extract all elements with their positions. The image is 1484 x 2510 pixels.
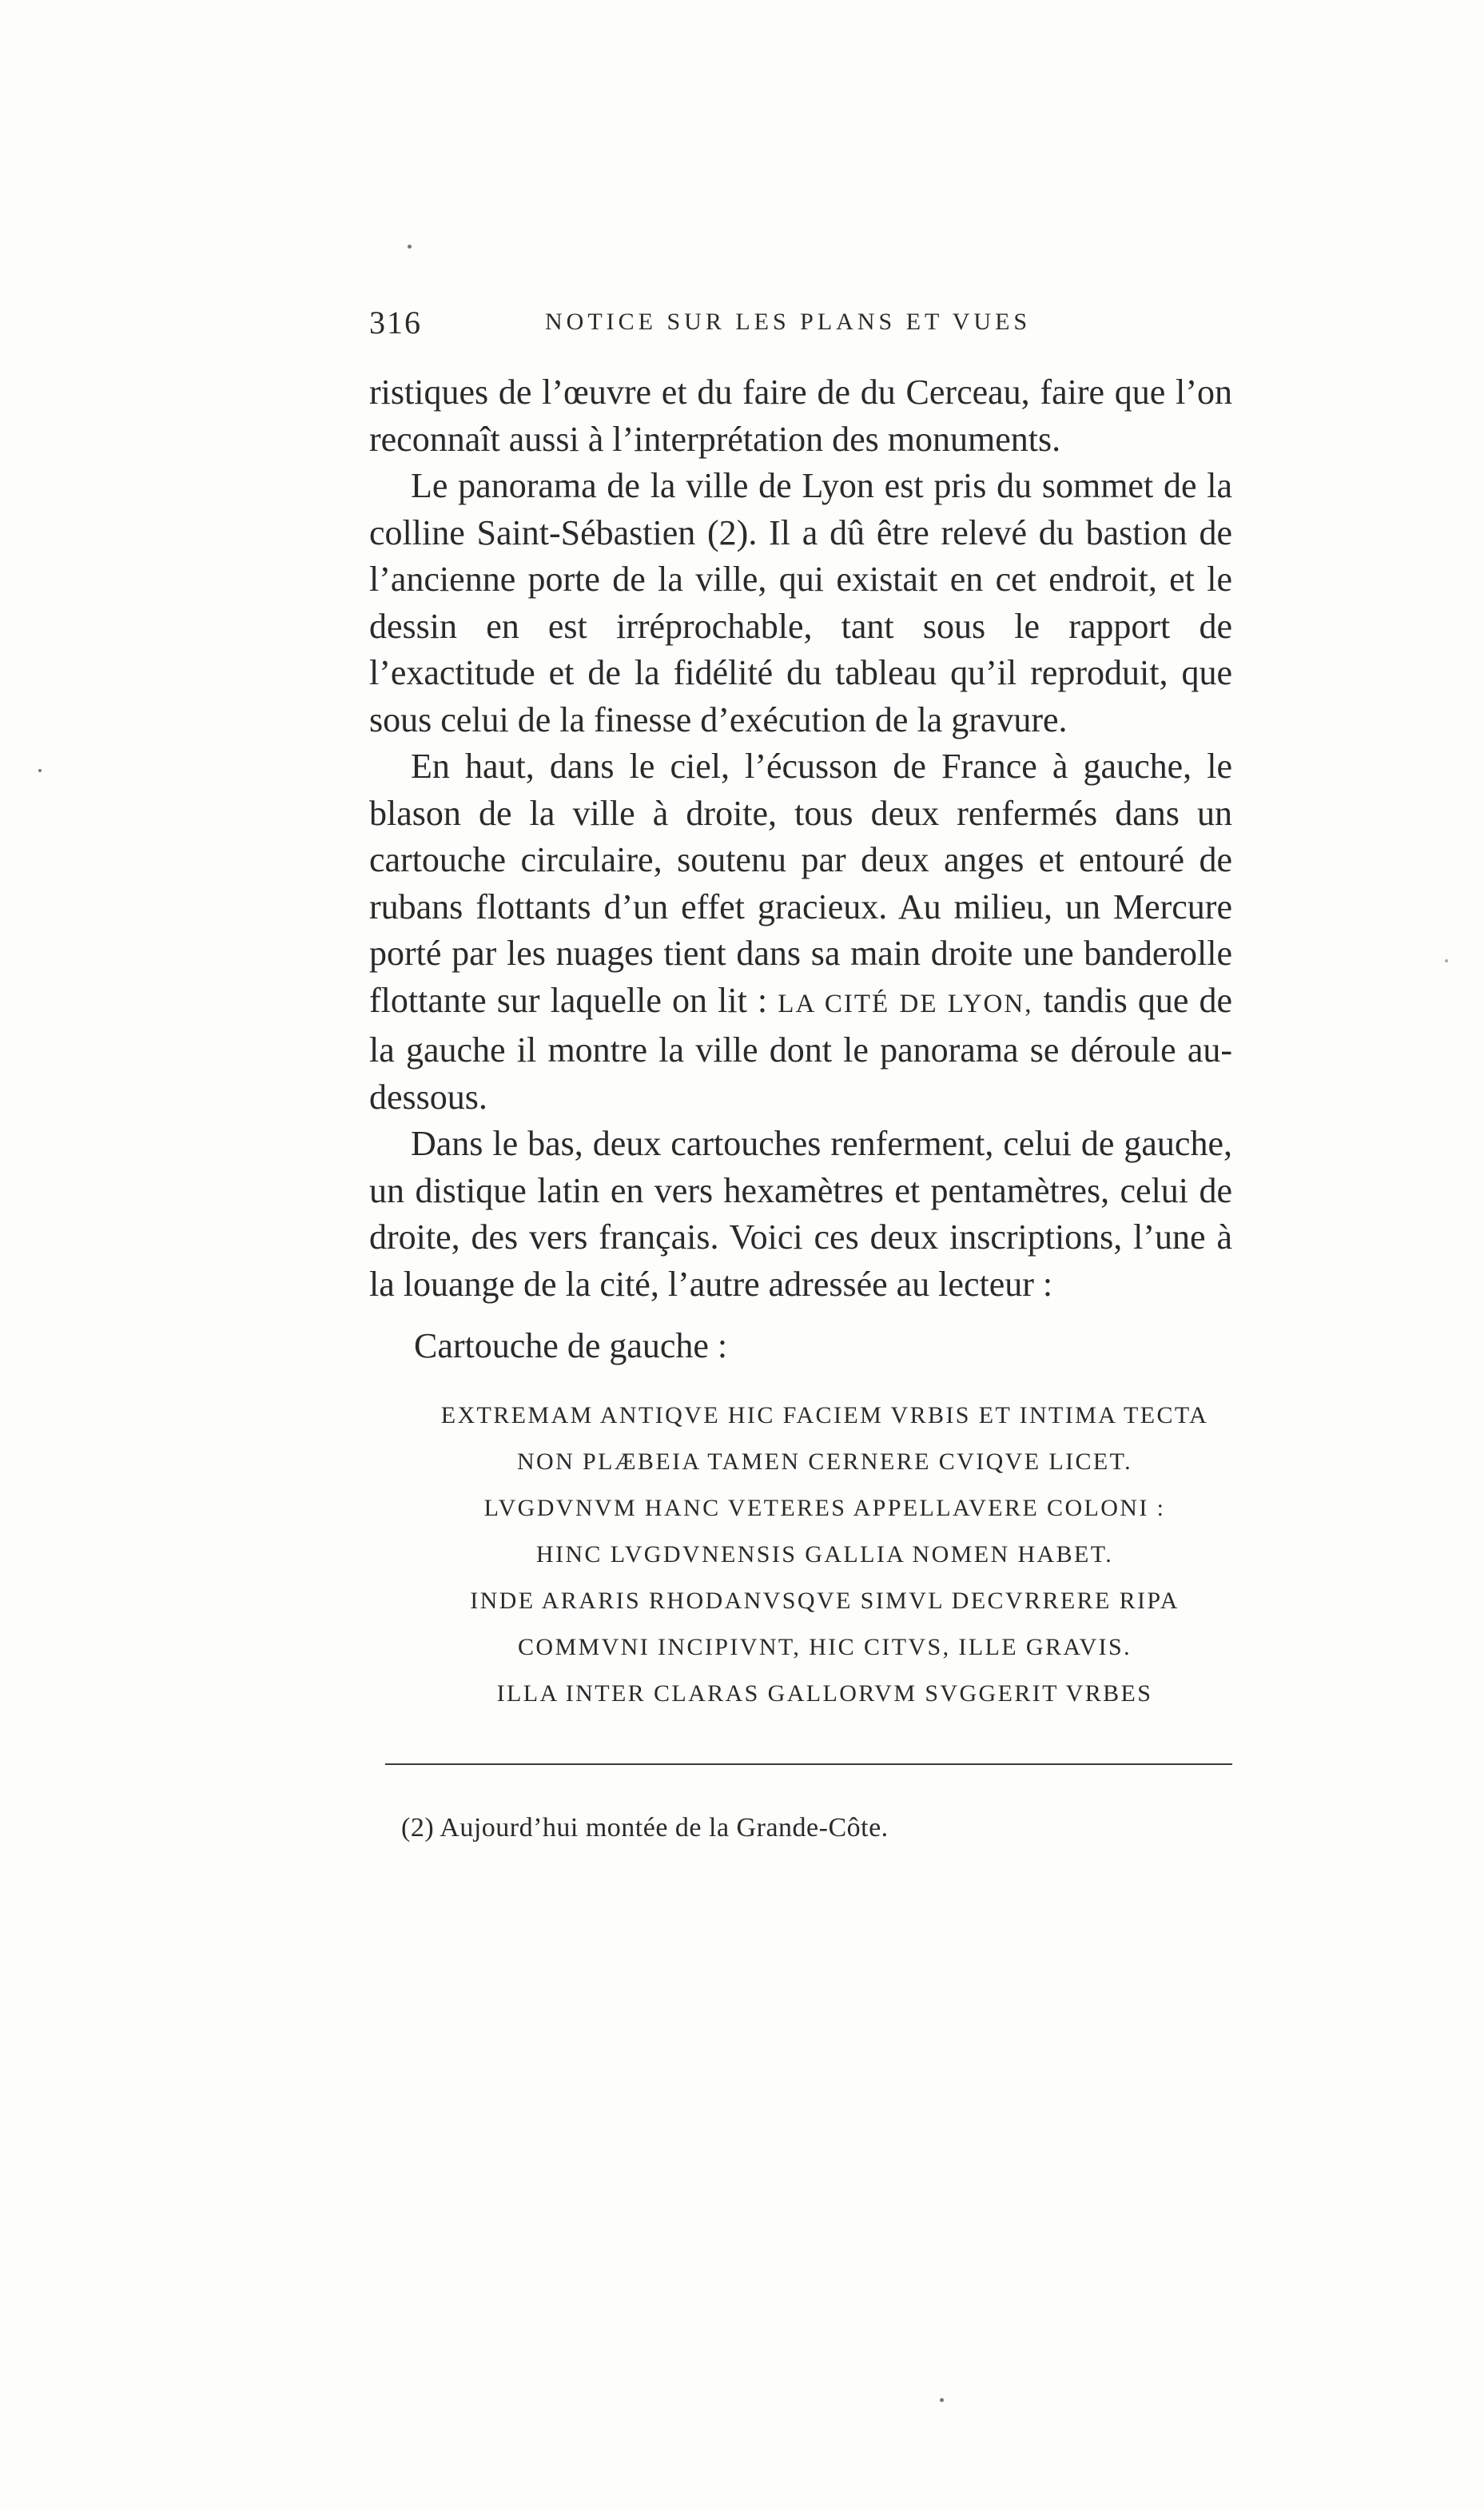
footnote-divider — [385, 1763, 1232, 1765]
scan-speck — [408, 245, 412, 249]
inscription-line: EXTREMAM ANTIQVE HIC FACIEM VRBIS ET INTIMA TECTA — [440, 1402, 1209, 1428]
paragraph-4: Dans le bas, deux cartouches renferment, celui de gauche, un distique latin en vers hexamètres et pentamètres, celui de droite, des vers français. Voici ces deux inscriptions, l’une à la louange de la cité, l’autre adressée au lecteur : — [369, 1124, 1232, 1304]
cartouche-heading: Cartouche de gauche : — [414, 1326, 728, 1365]
scan-speck — [38, 769, 42, 772]
inscription-line: ILLA INTER CLARAS GALLORVM SVGGERIT VRBES — [496, 1680, 1153, 1707]
inscription-line: LVGDVNVM HANC VETERES APPELLAVERE COLONI : — [483, 1495, 1166, 1521]
banderole-inscription: LA CITÉ DE LYON, — [778, 989, 1033, 1018]
running-head-title: NOTICE SUR LES PLANS ET VUES — [545, 309, 1032, 335]
paragraph-2: Le panorama de la ville de Lyon est pris du sommet de la colline Saint-Sébastien (2). Il a dû être relevé du bastion de l’ancienne porte de la ville, qui existait en cet endroit, et le dessin en est irréprochable, tant sous le rapport de l’exactitude et de la fidélité du tableau qu’il reproduit, que sous celui de la finesse d’exécution de la gravure. — [369, 466, 1232, 739]
paragraph-1: ristiques de l’œuvre et du faire de du Cerceau, faire que l’on reconnaît aussi à l’interprétation des monuments. — [369, 373, 1232, 459]
paragraph-3-text-before: En haut, dans le ciel, l’écusson de France à gauche, le blason de la ville à droite, tous deux renfermés dans un cartouche circulaire, soutenu par deux anges et entouré de rubans flottants d’un effet gracieux. Au milieu, un Mercure porté par les nuages tient dans sa main droite une banderolle flottante sur laquelle on lit : — [369, 747, 1232, 1020]
inscription-line: HINC LVGDVNENSIS GALLIA NOMEN HABET. — [535, 1541, 1114, 1568]
latin-inscription — [369, 1392, 1280, 1717]
inscription-line: INDE ARARIS RHODANVSQVE SIMVL DECVRRERE RIPA — [470, 1588, 1180, 1614]
body-text — [369, 369, 1232, 1308]
footnote: (2) Aujourd’hui montée de la Grande-Côte. — [401, 1813, 889, 1843]
page-number: 316 — [369, 305, 422, 341]
inscription-line: NON PLÆBEIA TAMEN CERNERE CVIQVE LICET. — [516, 1448, 1133, 1475]
paragraph-3 — [369, 743, 1232, 1121]
running-head — [369, 304, 1232, 352]
paragraph-3-text-after: tandis que de la gauche il montre la ville dont le panorama se déroule au-dessous. — [369, 980, 1232, 1117]
inscription-line: COMMVNI INCIPIVNT, HIC CITVS, ILLE GRAVIS. — [517, 1634, 1132, 1660]
scan-speck — [1445, 959, 1448, 962]
scan-speck — [940, 2398, 944, 2402]
